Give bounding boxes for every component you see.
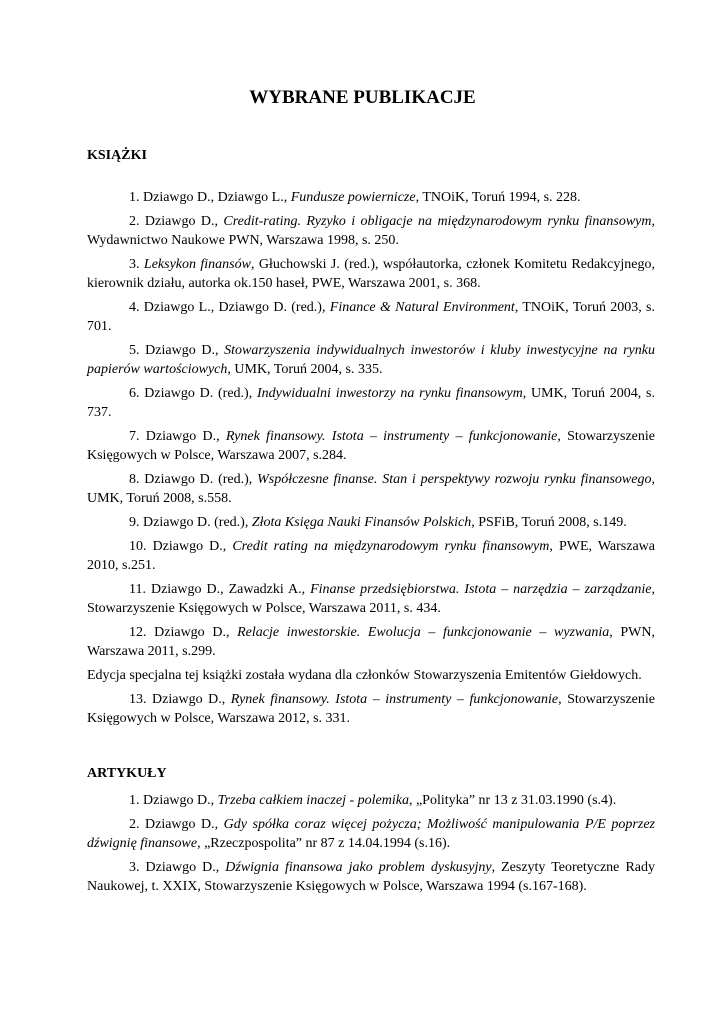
article-entry: 1. Dziawgo D., Trzeba całkiem inaczej - polemika, „Polityka” nr 13 z 31.03.1990 (s.4). bbox=[129, 793, 617, 808]
book-entry: 6. Dziawgo D. (red.), Indywidualni inwestorzy na rynku finansowym, UMK, Toruń 2004, s. 737. bbox=[87, 386, 655, 420]
special-edition-note: Edycja specjalna tej książki została wydana dla członków Stowarzyszenia Emitentów Giełdowych. bbox=[87, 668, 642, 683]
book-entry: 8. Dziawgo D. (red.), Współczesne finanse. Stan i perspektywy rozwoju rynku finansowego, UMK, Toruń 2008, s.558. bbox=[87, 472, 655, 506]
book-entry: 2. Dziawgo D., Credit-rating. Ryzyko i obligacje na międzynarodowym rynku finansowym, Wydawnictwo Naukowe PWN, Warszawa 1998, s. 250. bbox=[87, 214, 655, 248]
book-entry: 13. Dziawgo D., Rynek finansowy. Istota – instrumenty – funkcjonowanie, Stowarzyszenie Księgowych w Polsce, Warszawa 2012, s. 331. bbox=[87, 692, 655, 726]
book-entry: 3. Leksykon finansów, Głuchowski J. (red.), współautorka, członek Komitetu Redakcyjnego, kierownik działu, autorka ok.150 haseł, PWE, Warszawa 2001, s. 368. bbox=[87, 257, 655, 291]
page-title: WYBRANE PUBLIKACJE bbox=[249, 87, 476, 108]
book-entry: 5. Dziawgo D., Stowarzyszenia indywidualnych inwestorów i kluby inwestycyjne na rynku papierów wartościowych, UMK, Toruń 2004, s. 335. bbox=[87, 343, 655, 377]
book-entry: 1. Dziawgo D., Dziawgo L., Fundusze powiernicze, TNOiK, Toruń 1994, s. 228. bbox=[129, 190, 581, 205]
articles-list bbox=[87, 791, 655, 901]
book-entry: 7. Dziawgo D., Rynek finansowy. Istota – instrumenty – funkcjonowanie, Stowarzyszenie Księgowych w Polsce, Warszawa 2007, s.284. bbox=[87, 429, 656, 463]
book-entry: 9. Dziawgo D. (red.), Złota Księga Nauki Finansów Polskich, PSFiB, Toruń 2008, s.149. bbox=[129, 515, 627, 530]
books-list bbox=[87, 188, 655, 733]
book-entry: 11. Dziawgo D., Zawadzki A., Finanse przedsiębiorstwa. Istota – narzędzia – zarządzanie, Stowarzyszenie Księgowych w Polsce, Warszawa 2011, s. 434. bbox=[87, 582, 655, 616]
article-entry: 2. Dziawgo D., Gdy spółka coraz więcej pożycza; Możliwość manipulowania P/E poprzez dźwignię finansowe, „Rzeczpospolita” nr 87 z 14.04.1994 (s.16). bbox=[87, 817, 655, 851]
book-entry: 10. Dziawgo D., Credit rating na międzynarodowym rynku finansowym, PWE, Warszawa 2010, s.251. bbox=[87, 539, 655, 573]
article-entry: 3. Dziawgo D., Dźwignia finansowa jako problem dyskusyjny, Zeszyty Teoretyczne Rady Naukowej, t. XXIX, Stowarzyszenie Księgowych w Polsce, Warszawa 1994 (s.167-168). bbox=[87, 860, 655, 894]
books-heading: KSIĄŻKI bbox=[87, 148, 147, 163]
book-entry: 4. Dziawgo L., Dziawgo D. (red.), Finance & Natural Environment, TNOiK, Toruń 2003, s. 701. bbox=[87, 300, 656, 334]
articles-heading: ARTYKUŁY bbox=[87, 766, 167, 781]
book-entry: 12. Dziawgo D., Relacje inwestorskie. Ewolucja – funkcjonowanie – wyzwania, PWN, Warszawa 2011, s.299. bbox=[87, 625, 655, 659]
